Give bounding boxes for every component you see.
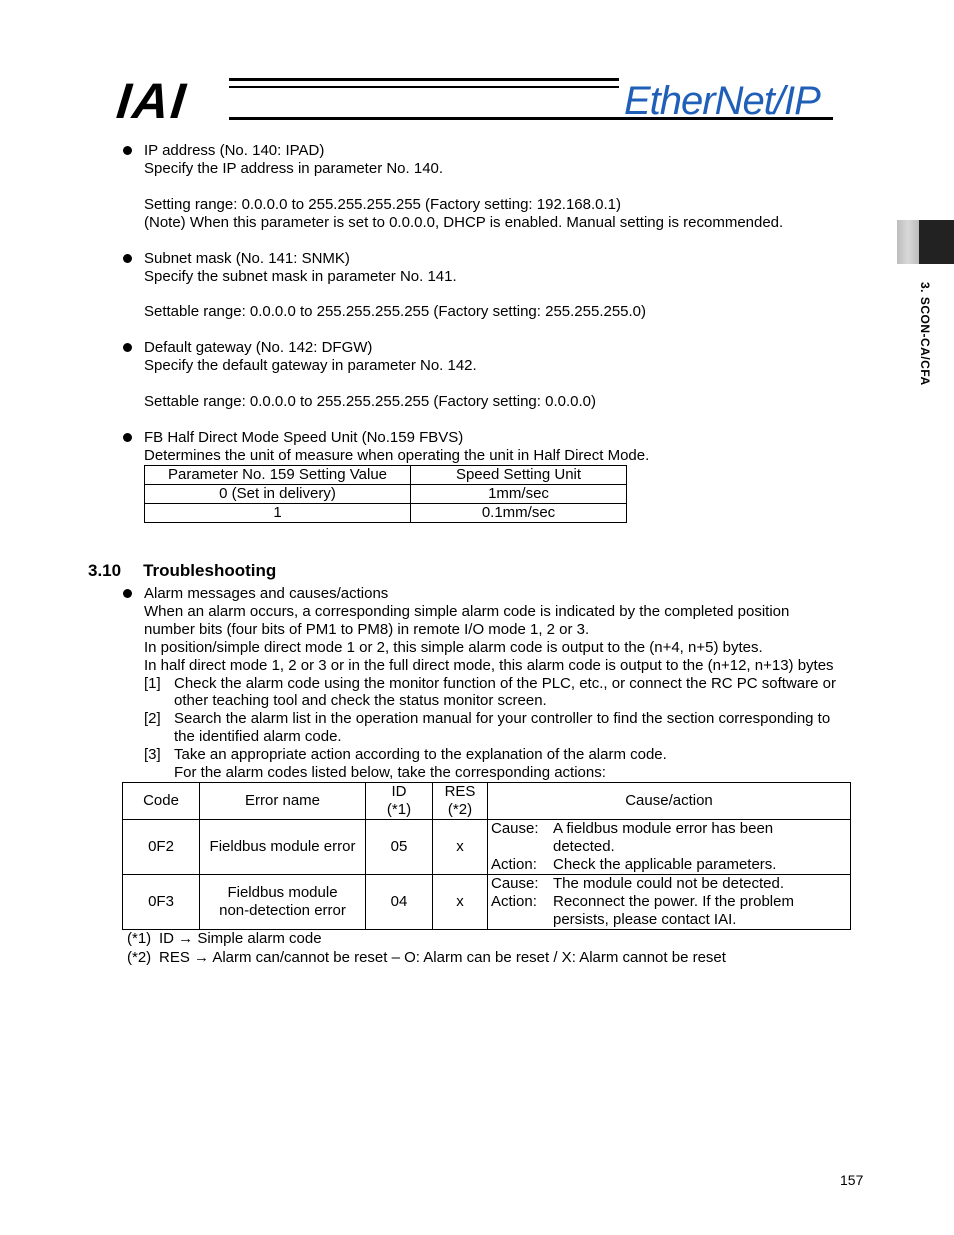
step-text: Check the alarm code using the monitor function of the PLC, etc., or connect the RC PC software or [174, 675, 836, 692]
step-number: [1] [144, 675, 161, 692]
table-row [145, 504, 627, 523]
header-rule-mid [229, 86, 619, 88]
alarm-code: 0F3 [123, 875, 200, 930]
table-row [123, 820, 851, 875]
footnote-mark: (*2) [127, 949, 152, 966]
bullet-icon [123, 254, 132, 263]
cause-text: detected. [553, 838, 615, 855]
iai-logo: IAI [114, 73, 190, 129]
action-label: Action: [491, 893, 537, 910]
alarm-bullet: Alarm messages and causes/actions [144, 585, 389, 602]
bullet-icon [123, 343, 132, 352]
header-res [433, 783, 488, 820]
alarm-id: 05 [366, 820, 433, 875]
header-cause-action: Cause/action [488, 783, 851, 820]
section-heading [88, 561, 276, 581]
step-text: For the alarm codes listed below, take the corresponding actions: [174, 764, 606, 781]
alarm-code: 0F2 [123, 820, 200, 875]
alarm-line: number bits (four bits of PM1 to PM8) in remote I/O mode 1, 2 or 3. [144, 621, 590, 638]
cause-text: A fieldbus module error has been [553, 820, 774, 837]
header-id [366, 783, 433, 820]
action-text: Reconnect the power. If the problem [553, 893, 794, 910]
action-text: persists, please contact IAI. [553, 911, 737, 928]
table-header-cell: Speed Setting Unit [411, 466, 627, 485]
alarm-id: 04 [366, 875, 433, 930]
subnet-desc: Specify the subnet mask in parameter No. 141. [144, 268, 457, 285]
cause-text: The module could not be detected. [553, 875, 784, 892]
cause-label: Cause: [491, 875, 539, 892]
ip-title: IP address (No. 140: IPAD) [144, 142, 325, 159]
cause-action-cell [488, 875, 851, 930]
step-number: [3] [144, 746, 161, 763]
table-cell: 0.1mm/sec [411, 504, 627, 523]
alarm-line: In position/simple direct mode 1 or 2, this simple alarm code is output to the (n+4, n+5) bytes. [144, 639, 763, 656]
footnote-mark: (*1) [127, 930, 152, 947]
footnote-text: RES → Alarm can/cannot be reset – O: Alarm can be reset / X: Alarm cannot be reset [159, 949, 726, 966]
step-text: other teaching tool and check the status monitor screen. [174, 692, 547, 709]
section-number: 3.10 [88, 561, 122, 580]
table-cell: 0 (Set in delivery) [145, 485, 411, 504]
speed-unit-table [144, 465, 627, 523]
header-rule-top [229, 78, 619, 81]
header-error-name: Error name [200, 783, 366, 820]
chapter-tab-dark [919, 220, 954, 264]
cause-label: Cause: [491, 820, 539, 837]
gateway-range: Settable range: 0.0.0.0 to 255.255.255.255 (Factory setting: 0.0.0.0) [144, 393, 596, 410]
bullet-icon [123, 433, 132, 442]
table-cell: 1mm/sec [411, 485, 627, 504]
step-text: the identified alarm code. [174, 728, 342, 745]
step-number: [2] [144, 710, 161, 727]
bullet-icon [123, 146, 132, 155]
header-code: Code [123, 783, 200, 820]
alarm-res: x [433, 875, 488, 930]
action-label: Action: [491, 856, 537, 873]
ip-range: Setting range: 0.0.0.0 to 255.255.255.255 (Factory setting: 192.168.0.1) [144, 196, 621, 213]
error-name [200, 875, 366, 930]
table-header-cell: Parameter No. 159 Setting Value [145, 466, 411, 485]
fbvs-desc: Determines the unit of measure when operating the unit in Half Direct Mode. [144, 447, 650, 464]
alarm-table [122, 782, 851, 930]
chapter-tab-light [897, 220, 919, 264]
chapter-label: 3. SCON-CA/CFA [918, 282, 932, 386]
error-name-line1: Fieldbus module [227, 884, 338, 901]
fbvs-title: FB Half Direct Mode Speed Unit (No.159 FBVS) [144, 429, 464, 446]
ip-desc: Specify the IP address in parameter No. 140. [144, 160, 444, 177]
page-number: 157 [840, 1172, 864, 1188]
subnet-range: Settable range: 0.0.0.0 to 255.255.255.255 (Factory setting: 255.255.255.0) [144, 303, 647, 320]
gateway-title: Default gateway (No. 142: DFGW) [144, 339, 373, 356]
table-row [123, 875, 851, 930]
cause-action-cell [488, 820, 851, 875]
action-text: Check the applicable parameters. [553, 856, 777, 873]
header-id-line1: ID [391, 783, 407, 800]
step-text: Take an appropriate action according to the explanation of the alarm code. [174, 746, 667, 763]
header-res-line1: RES [444, 783, 476, 800]
bullet-icon [123, 589, 132, 598]
alarm-res: x [433, 820, 488, 875]
subnet-title: Subnet mask (No. 141: SNMK) [144, 250, 350, 267]
table-row [145, 485, 627, 504]
header-id-line2: (*1) [386, 801, 412, 818]
section-title: Troubleshooting [143, 561, 277, 580]
ip-note: (Note) When this parameter is set to 0.0.0.0, DHCP is enabled. Manual setting is recommended. [144, 214, 784, 231]
alarm-line: In half direct mode 1, 2 or 3 or in the full direct mode, this alarm code is output to the (n+12, n+13) bytes [144, 657, 834, 674]
ethernet-ip-logo: EtherNet/IP [624, 79, 820, 123]
gateway-desc: Specify the default gateway in parameter No. 142. [144, 357, 477, 374]
alarm-line: When an alarm occurs, a corresponding simple alarm code is indicated by the completed position [144, 603, 790, 620]
footnote-text: ID → Simple alarm code [159, 930, 322, 947]
error-name: Fieldbus module error [200, 820, 366, 875]
step-text: Search the alarm list in the operation manual for your controller to find the section corresponding to [174, 710, 831, 727]
table-cell: 1 [145, 504, 411, 523]
error-name-line2: non-detection error [219, 902, 346, 919]
header-res-line2: (*2) [447, 801, 473, 818]
